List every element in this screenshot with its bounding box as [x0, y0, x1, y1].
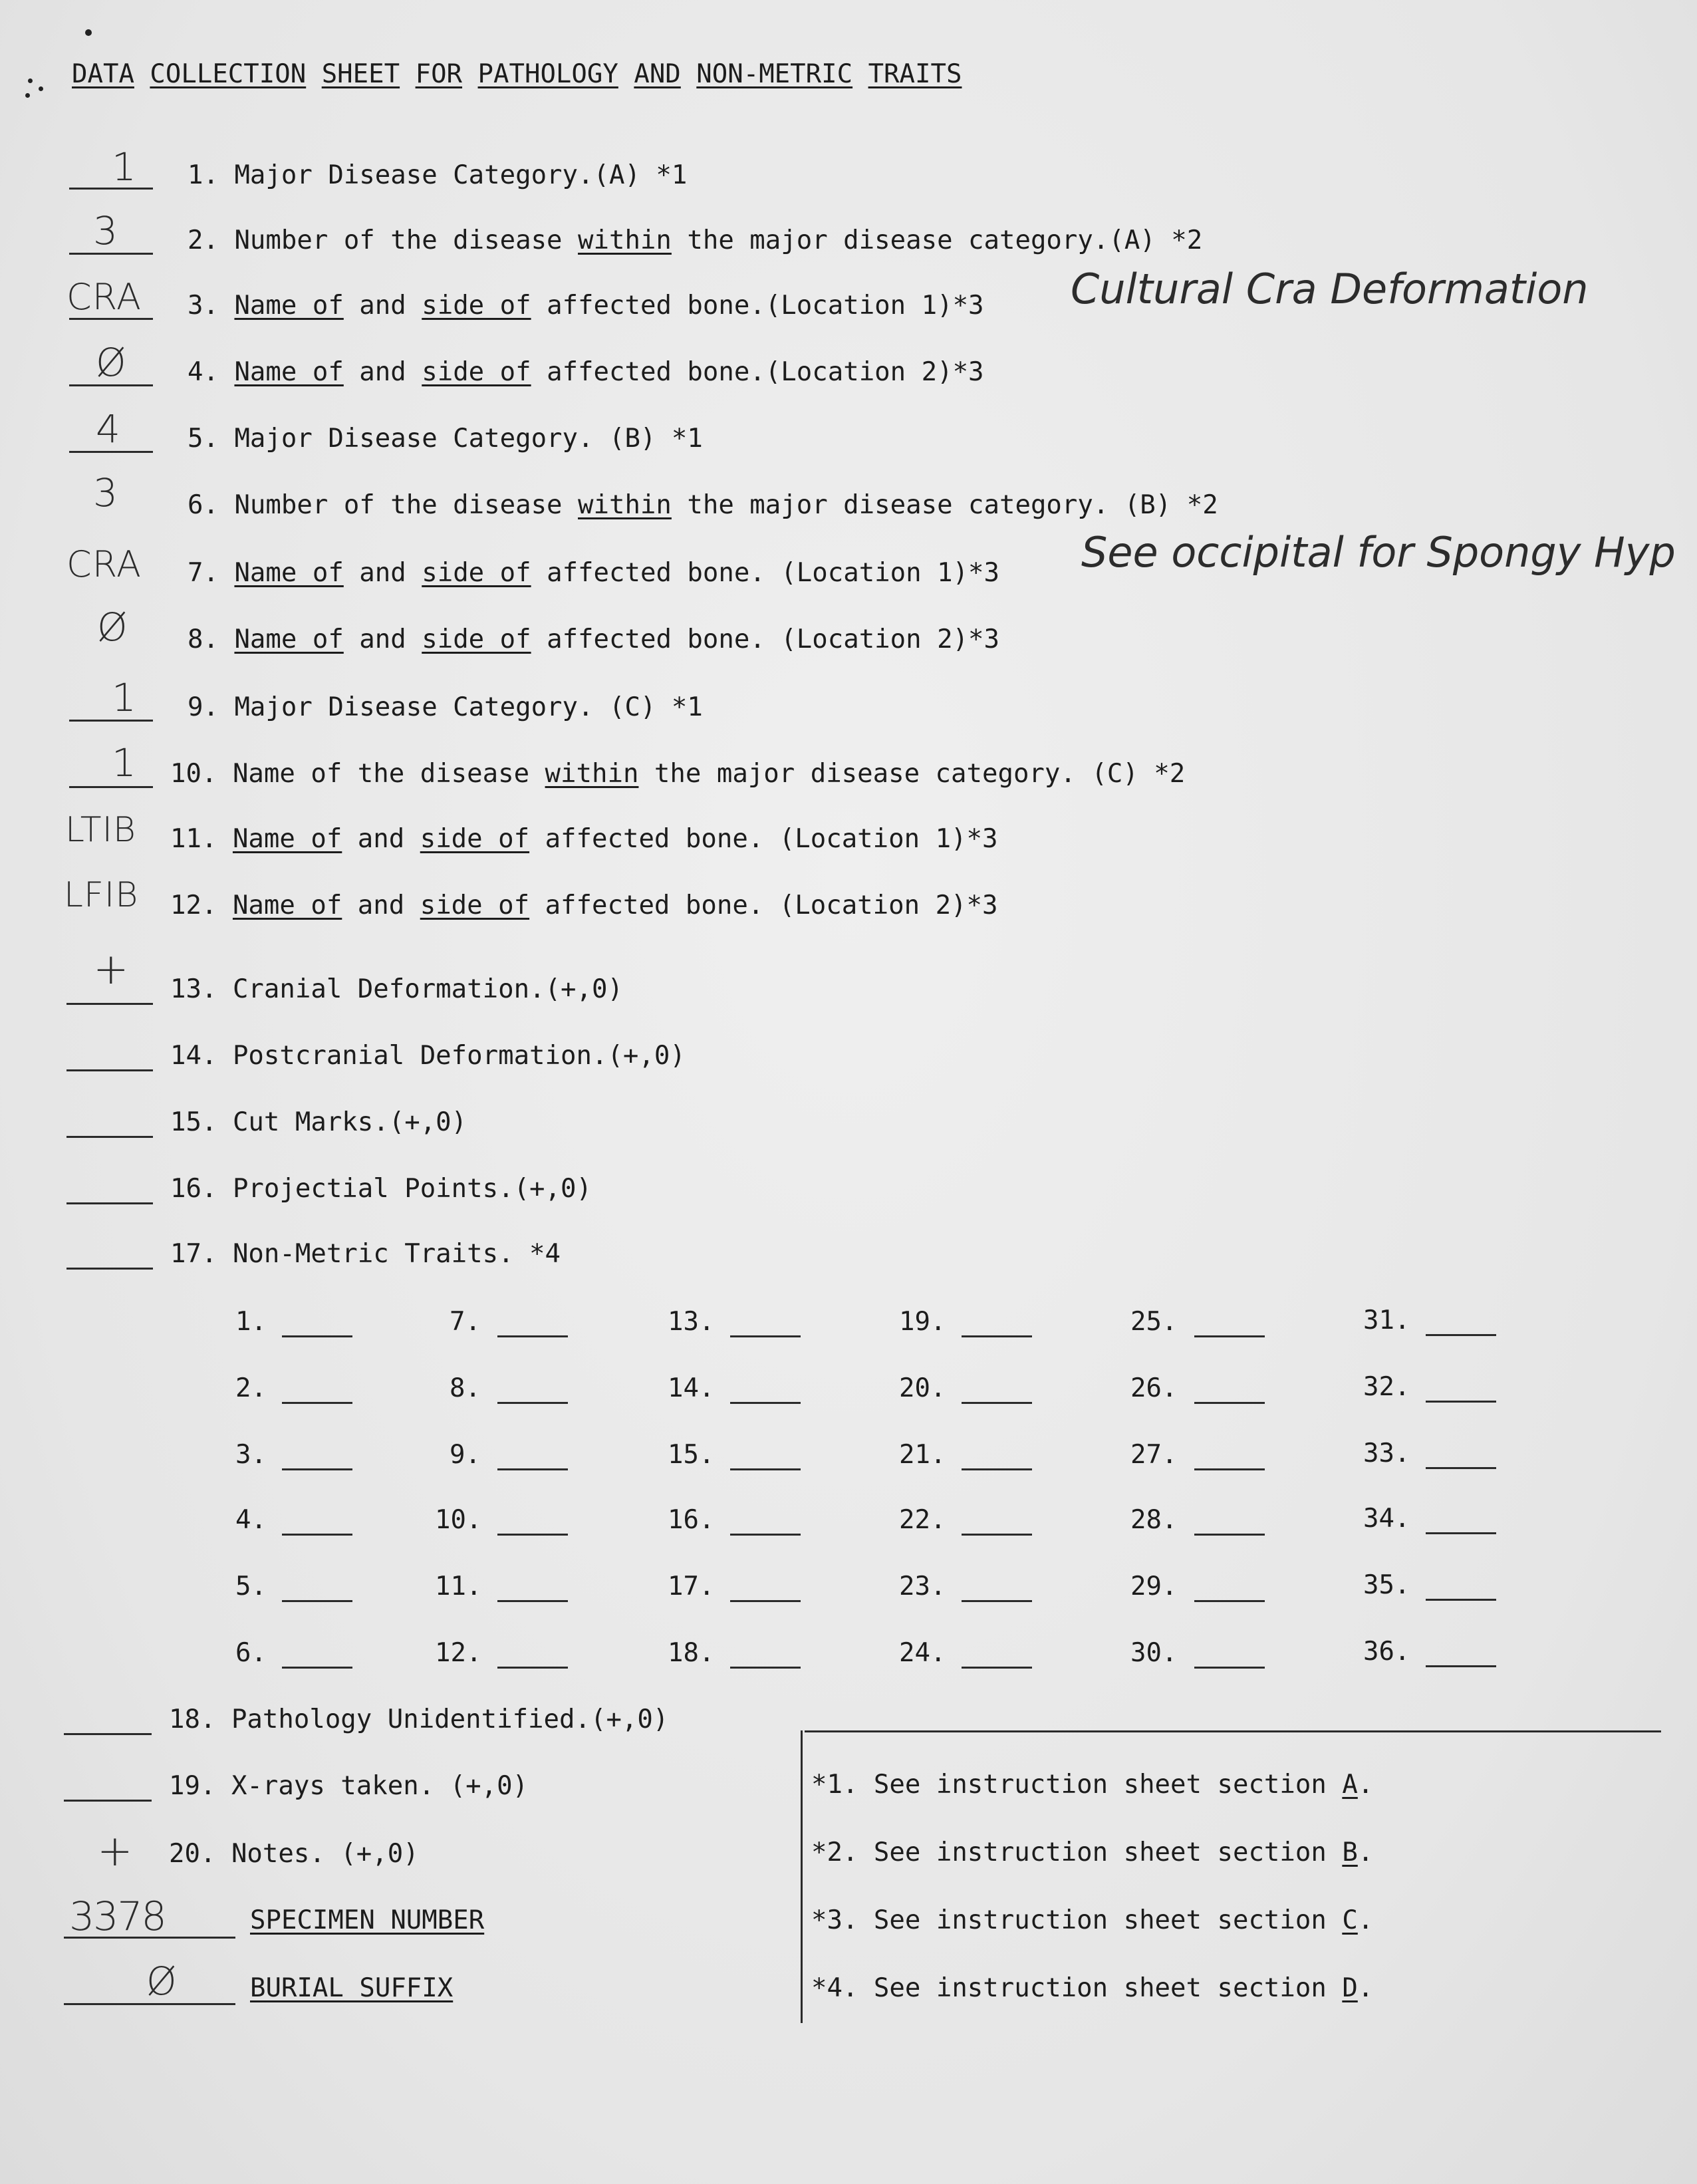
trait-blank	[1426, 1599, 1496, 1601]
trait-blank	[1426, 1334, 1496, 1336]
trait-blank	[962, 1335, 1032, 1337]
footnote-box-top	[805, 1730, 1661, 1732]
burial-value: Ø	[146, 1959, 178, 2004]
trait-blank	[962, 1468, 1032, 1470]
answer-value: 1	[112, 144, 137, 190]
trait-blank	[730, 1667, 801, 1669]
trait-blank	[730, 1402, 801, 1404]
trait-blank	[962, 1600, 1032, 1602]
specimen-label: SPECIMEN NUMBER	[250, 1905, 485, 1935]
trait-blank	[1426, 1665, 1496, 1667]
answer-blank	[69, 918, 153, 920]
trait-blank	[497, 1534, 568, 1536]
footnote-2: *2. See instruction sheet section B.	[811, 1838, 1374, 1867]
answer-value: LFIB	[64, 875, 139, 915]
answer-value: 4	[96, 406, 121, 452]
trait-blank	[962, 1667, 1032, 1669]
answer-blank	[69, 652, 153, 654]
footnote-3: *3. See instruction sheet section C.	[811, 1905, 1374, 1935]
answer-blank	[66, 1268, 153, 1270]
trait-blank	[1194, 1534, 1265, 1536]
trait-blank	[1194, 1468, 1265, 1470]
trait-blank	[282, 1600, 352, 1602]
answer-blank	[66, 1003, 153, 1005]
trait-blank	[282, 1402, 352, 1404]
specimen-value: 3378	[69, 1893, 166, 1940]
answer-blank	[66, 1136, 153, 1138]
answer-value: CRA	[66, 543, 142, 585]
answer-blank	[69, 786, 153, 788]
answer-blank	[69, 585, 153, 587]
document-page: DATA COLLECTION SHEET FOR PATHOLOGY AND NON-METRIC TRAITS 1 1. Major Disease Category.(A) *1 3 2. Number of the disease within the major disease category.(A) *2 CRA 3. Name of and side of affected bone.(Location 1)*3 Cultural Cra Deformation Ø 4. Name of and side of affected bone.(Location 2)*3 4 5. Major Disease Category. (B) *1 3 6. Number of the disease within the major disease category. (B) *2 CRA 7. Name of and side of affected bone. (Location 1)*3 See occipital for Spongy Hyp Ø 8. Name of and side of affected bone. (Location 2)*3 1 9. Major Disease Category. (C) *1 1 10. Name of the disease within the major disease category. (C) *2 LTIB 11. Name of and side of affected bone. (Location 1)*3 LFIB 12. Name of and side of affected bone. (Location 2)*3 + 13. Cranial Deformation.(+,0) 14. Postcranial Deformation.(+,0) 15. Cut Marks.(+,0) 16. Projectial Points.(+,0) 17. Non-Metric Traits. *4 1. 2. 3. 4. 5. 6. 7. 8. 9. 10. 11. 12. 13. 14. 15. 16. 17. 18. 19. 20. 21. 22. 23. 24. 25. 26. 27. 28. 29. 30. 31. 32. 33. 34. 35. 36. 18. Pathology Unidentified.(+,0) 19. X-rays taken. (+,0) + 20. Notes. (+,0) 3378 SPECIMEN NUMBER Ø BURIAL SUFFIX *1. See instruction sheet section A. *2. See instruction sheet section B. *3. See instruction sheet section C. *4. See instruction sheet section D.	[0, 0, 1697, 2184]
page-title: DATA COLLECTION SHEET FOR PATHOLOGY AND NON-METRIC TRAITS	[72, 59, 962, 89]
answer-value: +	[97, 1827, 134, 1876]
stray-mark	[25, 93, 30, 98]
trait-blank	[282, 1468, 352, 1470]
answer-value: 1	[112, 675, 137, 720]
footnote-box-left	[801, 1730, 803, 2023]
trait-blank	[1426, 1467, 1496, 1469]
stray-mark	[28, 78, 33, 83]
trait-blank	[497, 1335, 568, 1337]
trait-blank	[1426, 1532, 1496, 1534]
trait-blank	[282, 1534, 352, 1536]
answer-value: LTIB	[65, 810, 136, 850]
footnote-1: *1. See instruction sheet section A.	[811, 1770, 1374, 1800]
trait-blank	[497, 1667, 568, 1669]
answer-blank	[69, 851, 153, 853]
answer-value: +	[93, 945, 130, 994]
footnote-4: *4. See instruction sheet section D.	[811, 1973, 1374, 2003]
answer-blank	[66, 1069, 153, 1071]
answer-value: 3	[93, 208, 118, 253]
answer-value: 3	[93, 470, 118, 515]
trait-blank	[282, 1335, 352, 1337]
stray-mark	[85, 29, 92, 36]
trait-blank	[497, 1402, 568, 1404]
trait-blank	[730, 1335, 801, 1337]
answer-value: 1	[112, 740, 137, 785]
answer-value: Ø	[96, 340, 127, 385]
answer-value: CRA	[66, 276, 142, 318]
trait-blank	[497, 1600, 568, 1602]
answer-value: Ø	[97, 605, 128, 650]
answer-blank	[64, 1733, 152, 1735]
answer-blank	[69, 188, 153, 190]
trait-blank	[962, 1534, 1032, 1536]
answer-blank	[66, 1202, 153, 1204]
trait-blank	[1426, 1401, 1496, 1403]
trait-blank	[497, 1468, 568, 1470]
handwritten-comment: Cultural Cra Deformation	[1071, 265, 1589, 313]
answer-blank	[69, 318, 153, 320]
trait-blank	[730, 1468, 801, 1470]
trait-blank	[282, 1667, 352, 1669]
trait-blank	[730, 1534, 801, 1536]
trait-blank	[1194, 1402, 1265, 1404]
trait-blank	[1194, 1667, 1265, 1669]
burial-label: BURIAL SUFFIX	[250, 1973, 454, 2003]
answer-blank	[64, 1800, 152, 1802]
trait-blank	[962, 1402, 1032, 1404]
trait-blank	[730, 1600, 801, 1602]
answer-blank	[69, 720, 153, 722]
handwritten-comment: See occipital for Spongy Hyp	[1081, 528, 1676, 577]
answer-blank	[69, 517, 153, 519]
trait-blank	[1194, 1600, 1265, 1602]
trait-blank	[1194, 1335, 1265, 1337]
stray-mark	[39, 86, 43, 91]
